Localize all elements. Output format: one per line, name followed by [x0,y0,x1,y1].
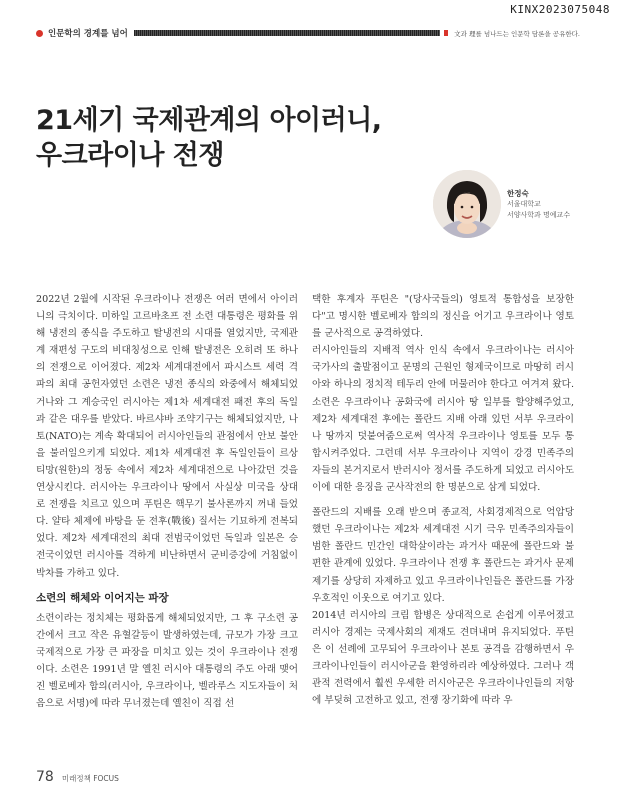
body-paragraph: 러시아인들의 지배적 역사 인식 속에서 우크라이나는 러시아 국가사의 출발점이고 문명의 근원인 형제국이므로 마땅히 러시아와 하나의 정치적 테두리 안에 머물러야 한다고 여겨져 왔다. 소련은 우크라이나 공화국에 러시아 땅 일부를 할양해주었고, 제2차 세계대전 후에는 폴란드 지배 아래 있던 서부 우크라이나 땅까지 덧붙여줌으로써 역사적 우크라이나 영토를 모두 통합시켜주었다. 그런데 서부 우크라이나 지역이 강경 민족주의자들의 본거지로서 반러시아 정서를 주도하게 되었고 러시아도 이에 대한 응징을 군사작전의 한 명분으로 삼게 되었다. [312,345,574,494]
page-number: 78 [36,769,54,785]
header-rule [134,30,440,36]
body-column-left [36,291,298,712]
section-header [36,26,580,40]
article-title [36,103,382,173]
page-footer [36,769,119,785]
author-portrait-icon [433,170,501,238]
header-rule-accent [444,30,448,36]
body-column-right [312,291,574,709]
subheading: 소련의 해체와 이어지는 파장 [36,591,169,604]
section-tagline: 文과 理를 넘나드는 인문학 담론을 공유한다. [454,29,580,38]
author-photo [433,170,501,238]
body-paragraph: 소련이라는 정치체는 평화롭게 해체되었지만, 그 후 구소련 공간에서 크고 작은 유혈갈등이 발생하였는데, 규모가 가장 크고 국제적으로 가장 큰 파장을 미치고 있는 것이 우크라이나 전쟁이다. 소련은 1991년 말 옐친 러시아 대통령의 주도 아래 맺어진 벨로베자 합의(러시아, 우크라이나, 벨라루스 지도자들이 처음으로 서명)에 따라 무너졌는데 옐친이 직접 선 [36,612,298,710]
author-info [507,188,570,221]
title-line-2: 우크라이나 전쟁 [36,140,224,171]
author-position: 서양사학과 명예교수 [507,211,571,219]
body-paragraph: 2014년 러시아의 크림 합병은 상대적으로 손쉽게 이루어졌고 러시아 경제는 국제사회의 제재도 견뎌내며 유지되었다. 푸틴은 이 선례에 고무되어 우크라이나 본토 공격을 감행하면서 우크라이나인들이 러시아군을 환영하리라 예상하였다. 그러나 객관적 전력에서 훨씬 우세한 러시아군은 우크라이나인들의 저항에 부딪혀 고전하고 있고, 전쟁 장기화에 따라 우 [312,609,574,707]
magazine-name: 미래정책 FOCUS [61,774,119,783]
author-affiliation: 서울대학교 [507,200,541,208]
author-name: 한정숙 [507,189,529,198]
title-line-1: 21세기 국제관계의 아이러니, [36,105,382,136]
body-paragraph: 2022년 2월에 시작된 우크라이나 전쟁은 여러 면에서 아이러니의 극치이다. 미하일 고르바초프 전 소련 대통령은 평화를 위해 냉전의 종식을 주도하고 탈냉전의 시대를 열었지만, 국제관계 재편성 구도의 비대칭성으로 인해 탈냉전은 오히려 또 하나의 전쟁으로 이어졌다. 제2차 세계대전에서 파시스트 세력 격파의 최대 공헌자였던 소련은 냉전 종식의 와중에서 해체되었거나와 그 계승국인 러시아는 제1차 세계대전 패전 후의 독일과 같은 대우를 받았다. 바르샤바 조약기구는 해체되었지만, 나토(NATO)는 계속 확대되어 러시아인들의 관점에서 안보 불안을 불러일으키게 되었다. 제1차 세계대전 후 독일인들이 르상티망(원한)의 정동 속에서 제2차 세계대전으로 나아갔던 것을 연상시킨다. 러시아는 우크라이나 땅에서 사실상 미국을 상대로 전쟁을 치르고 있으며 푸틴은 핵무기 불사론까지 꺼내 들었다. 얄타 체제에 바탕을 둔 전후(戰後) 질서는 기묘하게 전복되었다. 제2차 세계대전의 최대 전범국이었던 독일과 일본은 승전국이었던 러시아를 격하게 비난하면서 군비증강에 거침없이 박차를 가하고 있다. [36,294,298,579]
body-paragraph: 폴란드의 지배를 오래 받으며 종교적, 사회경제적으로 억압당했던 우크라이나는 제2차 세계대전 시기 극우 민족주의자들이 범한 폴란드 민간인 대학살이라는 과거사 때문에 폴란드와 불편한 관계에 있었다. 우크라이나 전쟁 후 폴란드는 과거사 문제 제기를 상당히 자제하고 있고 우크라이나인들은 폴란드를 가장 우호적인 이웃으로 여기고 있다. [312,507,574,604]
document-code: KINX2023075048 [510,3,610,16]
red-bullet-icon [36,30,43,37]
body-paragraph: 택한 후계자 푸틴은 "(당사국들의) 영토적 통합성을 보장한다"고 명시한 벨로베자 합의의 정신을 어기고 우크라이나 영토를 군사적으로 공격하였다. [312,294,574,340]
section-label: 인문학의 경계를 넘어 [48,29,128,39]
paragraph-gap [312,496,574,504]
